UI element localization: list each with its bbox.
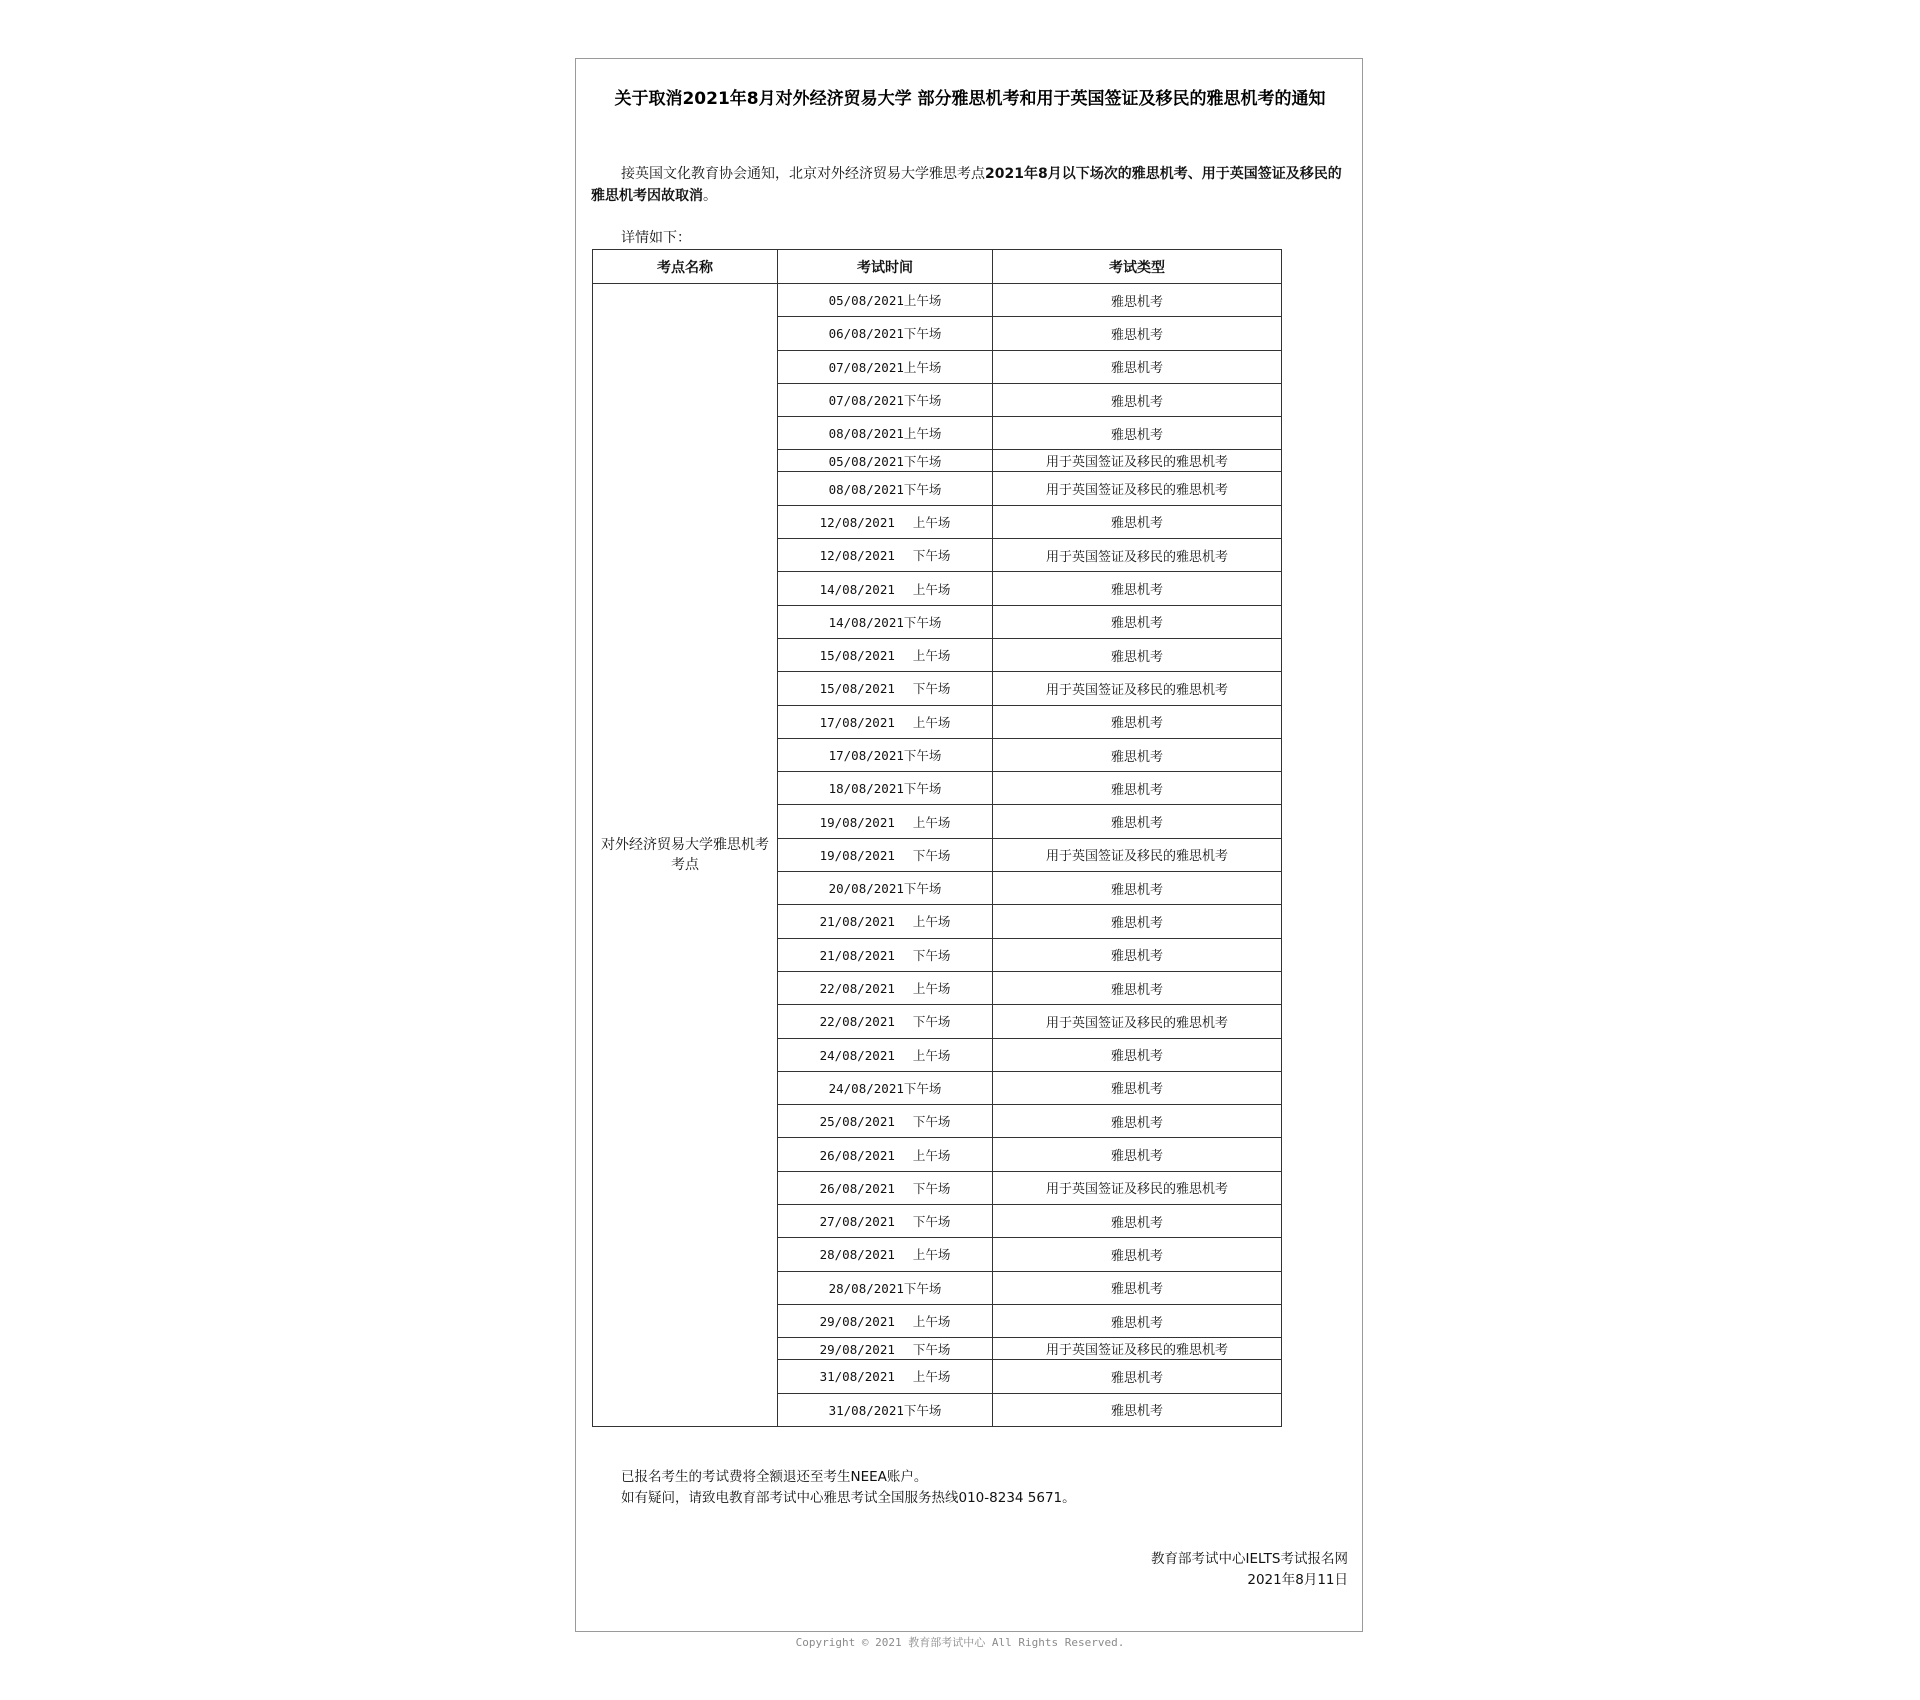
exam-date: 20/08/2021: [828, 881, 904, 897]
exam-session: 上午场: [912, 1147, 951, 1163]
schedule-table: [592, 249, 1282, 1427]
notice-title: 关于取消2021年8月对外经济贸易大学 部分雅思机考和用于英国签证及移民的雅思机考的通知: [614, 89, 1326, 109]
exam-date: 26/08/2021: [819, 1147, 895, 1163]
exam-time-cell: [778, 1271, 993, 1304]
exam-type-cell: 雅思机考: [993, 605, 1282, 638]
exam-session: 下午场: [903, 881, 942, 897]
exam-type-cell: 雅思机考: [993, 772, 1282, 805]
exam-time-cell: [778, 383, 993, 416]
exam-type-cell: 雅思机考: [993, 1071, 1282, 1104]
exam-type-cell: 雅思机考: [993, 938, 1282, 971]
exam-time-cell: [778, 1304, 993, 1337]
exam-time-cell: [778, 1038, 993, 1071]
exam-time-cell: [778, 350, 993, 383]
intro-prefix: 接英国文化教育协会通知，北京对外经济贸易大学雅思考点: [621, 166, 985, 182]
exam-date: 19/08/2021: [819, 847, 895, 863]
exam-session: 下午场: [903, 393, 942, 409]
exam-session: 下午场: [912, 1114, 951, 1130]
exam-date: 17/08/2021: [819, 714, 895, 730]
exam-session: 上午场: [912, 1247, 951, 1263]
exam-session: 上午场: [912, 914, 951, 930]
header-time: 考试时间: [778, 250, 993, 284]
exam-type-cell: 雅思机考: [993, 705, 1282, 738]
exam-time-cell: [778, 450, 993, 472]
exam-type-cell: 用于英国签证及移民的雅思机考: [993, 1338, 1282, 1360]
exam-date: 31/08/2021: [828, 1402, 904, 1418]
exam-time-cell: [778, 1071, 993, 1104]
exam-time-cell: [778, 1205, 993, 1238]
exam-time-cell: [778, 705, 993, 738]
exam-type-cell: 用于英国签证及移民的雅思机考: [993, 1005, 1282, 1038]
exam-time-cell: [778, 1138, 993, 1171]
exam-date: 29/08/2021: [819, 1314, 895, 1330]
exam-date: 15/08/2021: [819, 648, 895, 664]
exam-time-cell: [778, 971, 993, 1004]
exam-type-cell: 用于英国签证及移民的雅思机考: [993, 450, 1282, 472]
exam-type-cell: 用于英国签证及移民的雅思机考: [993, 1171, 1282, 1204]
exam-time-cell: [778, 872, 993, 905]
exam-session: 下午场: [912, 548, 951, 564]
exam-date: 15/08/2021: [819, 681, 895, 697]
exam-session: 下午场: [903, 481, 942, 497]
exam-type-cell: 雅思机考: [993, 805, 1282, 838]
exam-time-cell: [778, 772, 993, 805]
exam-type-cell: 雅思机考: [993, 317, 1282, 350]
header-site: 考点名称: [593, 250, 778, 284]
exam-time-cell: [778, 938, 993, 971]
exam-time-cell: [778, 472, 993, 505]
exam-session: 上午场: [903, 426, 942, 442]
exam-session: 下午场: [903, 1080, 942, 1096]
exam-date: 07/08/2021: [828, 359, 904, 375]
exam-session: 上午场: [912, 1369, 951, 1385]
exam-date: 08/08/2021: [828, 481, 904, 497]
exam-type-cell: 雅思机考: [993, 1360, 1282, 1393]
table-header-row: [593, 250, 1282, 284]
exam-time-cell: [778, 505, 993, 538]
exam-session: 上午场: [912, 581, 951, 597]
exam-date: 24/08/2021: [828, 1080, 904, 1096]
exam-time-cell: [778, 672, 993, 705]
exam-type-cell: 雅思机考: [993, 872, 1282, 905]
exam-time-cell: [778, 805, 993, 838]
exam-time-cell: [778, 605, 993, 638]
exam-type-cell: 用于英国签证及移民的雅思机考: [993, 472, 1282, 505]
schedule-body: [593, 284, 1282, 1427]
exam-time-cell: [778, 417, 993, 450]
exam-session: 下午场: [903, 326, 942, 342]
exam-date: 27/08/2021: [819, 1214, 895, 1230]
exam-session: 上午场: [912, 1314, 951, 1330]
copyright-footer: Copyright © 2021 教育部考试中心 All Rights Reserved.: [795, 1636, 1125, 1649]
site-name-cell: 对外经济贸易大学雅思机考考点: [593, 284, 778, 1427]
exam-date: 14/08/2021: [828, 614, 904, 630]
intro-bold: 2021年8月以下场次的雅思机考、用于英国签证及移民的雅思机考因故取消: [591, 166, 1342, 204]
exam-type-cell: 雅思机考: [993, 383, 1282, 416]
exam-session: 下午场: [912, 847, 951, 863]
table-row: [593, 284, 1282, 317]
exam-type-cell: 雅思机考: [993, 1271, 1282, 1304]
exam-session: 上午场: [912, 648, 951, 664]
exam-type-cell: 用于英国签证及移民的雅思机考: [993, 539, 1282, 572]
exam-type-cell: 用于英国签证及移民的雅思机考: [993, 838, 1282, 871]
exam-session: 下午场: [903, 748, 942, 763]
exam-time-cell: [778, 838, 993, 871]
exam-date: 22/08/2021: [819, 981, 895, 997]
exam-type-cell: 雅思机考: [993, 1238, 1282, 1271]
exam-session: 上午场: [912, 514, 951, 530]
exam-date: 22/08/2021: [819, 1014, 895, 1030]
exam-session: 上午场: [912, 714, 951, 730]
signature: [1151, 1549, 1348, 1591]
exam-type-cell: 雅思机考: [993, 1304, 1282, 1337]
exam-time-cell: [778, 539, 993, 572]
exam-session: 下午场: [912, 1214, 951, 1230]
notice-intro: [591, 163, 1351, 207]
exam-type-cell: 雅思机考: [993, 1038, 1282, 1071]
exam-time-cell: [778, 1238, 993, 1271]
exam-date: 18/08/2021: [828, 781, 904, 797]
exam-date: 21/08/2021: [819, 947, 895, 963]
exam-date: 06/08/2021: [828, 326, 904, 342]
exam-time-cell: [778, 1105, 993, 1138]
exam-date: 17/08/2021: [828, 748, 904, 763]
notice-panel: [575, 58, 1363, 1632]
exam-date: 08/08/2021: [828, 426, 904, 442]
exam-type-cell: 雅思机考: [993, 1138, 1282, 1171]
intro-suffix: 。: [703, 188, 717, 204]
exam-date: 28/08/2021: [819, 1247, 895, 1263]
exam-session: 下午场: [912, 947, 951, 963]
note-refund: 已报名考生的考试费将全额退还至考生NEEA账户。: [621, 1469, 928, 1485]
exam-date: 05/08/2021: [828, 453, 904, 469]
exam-time-cell: [778, 284, 993, 317]
exam-session: 下午场: [912, 1014, 951, 1030]
exam-date: 12/08/2021: [819, 548, 895, 564]
exam-session: 下午场: [903, 1280, 942, 1296]
exam-session: 上午场: [912, 814, 951, 830]
exam-session: 下午场: [912, 1341, 951, 1357]
exam-type-cell: 雅思机考: [993, 417, 1282, 450]
exam-date: 29/08/2021: [819, 1341, 895, 1357]
exam-time-cell: [778, 1360, 993, 1393]
exam-date: 25/08/2021: [819, 1114, 895, 1130]
exam-session: 下午场: [903, 453, 942, 469]
exam-date: 12/08/2021: [819, 514, 895, 530]
exam-session: 上午场: [903, 293, 942, 309]
exam-type-cell: 雅思机考: [993, 1105, 1282, 1138]
exam-time-cell: [778, 572, 993, 605]
exam-time-cell: [778, 317, 993, 350]
exam-time-cell: [778, 1005, 993, 1038]
notes: [621, 1467, 1076, 1509]
exam-type-cell: 雅思机考: [993, 284, 1282, 317]
exam-date: 21/08/2021: [819, 914, 895, 930]
exam-type-cell: 雅思机考: [993, 1205, 1282, 1238]
signature-org: 教育部考试中心IELTS考试报名网: [1151, 1551, 1348, 1567]
exam-session: 上午场: [912, 1047, 951, 1063]
exam-type-cell: 雅思机考: [993, 350, 1282, 383]
signature-date: 2021年8月11日: [1247, 1572, 1348, 1588]
exam-session: 上午场: [912, 981, 951, 997]
exam-date: 28/08/2021: [828, 1280, 904, 1296]
exam-date: 26/08/2021: [819, 1180, 895, 1196]
exam-type-cell: 雅思机考: [993, 572, 1282, 605]
exam-type-cell: 雅思机考: [993, 971, 1282, 1004]
exam-date: 07/08/2021: [828, 393, 904, 409]
exam-time-cell: [778, 1393, 993, 1426]
exam-session: 下午场: [903, 1402, 942, 1418]
exam-type-cell: 用于英国签证及移民的雅思机考: [993, 672, 1282, 705]
header-type: 考试类型: [993, 250, 1282, 284]
exam-session: 上午场: [903, 359, 942, 375]
exam-time-cell: [778, 905, 993, 938]
exam-type-cell: 雅思机考: [993, 738, 1282, 771]
exam-time-cell: [778, 1171, 993, 1204]
note-hotline: 如有疑问，请致电教育部考试中心雅思考试全国服务热线010-8234 5671。: [621, 1490, 1076, 1506]
exam-type-cell: 雅思机考: [993, 1393, 1282, 1426]
exam-date: 05/08/2021: [828, 293, 904, 309]
exam-time-cell: [778, 638, 993, 671]
exam-type-cell: 雅思机考: [993, 905, 1282, 938]
exam-time-cell: [778, 1338, 993, 1360]
exam-date: 31/08/2021: [819, 1369, 895, 1385]
exam-time-cell: [778, 738, 993, 771]
exam-date: 24/08/2021: [819, 1047, 895, 1063]
exam-session: 下午场: [903, 614, 942, 630]
details-label: 详情如下：: [621, 230, 691, 246]
exam-session: 下午场: [903, 781, 942, 797]
exam-type-cell: 雅思机考: [993, 505, 1282, 538]
exam-date: 14/08/2021: [819, 581, 895, 597]
exam-session: 下午场: [912, 1180, 951, 1196]
exam-type-cell: 雅思机考: [993, 638, 1282, 671]
exam-session: 下午场: [912, 681, 951, 697]
exam-date: 19/08/2021: [819, 814, 895, 830]
